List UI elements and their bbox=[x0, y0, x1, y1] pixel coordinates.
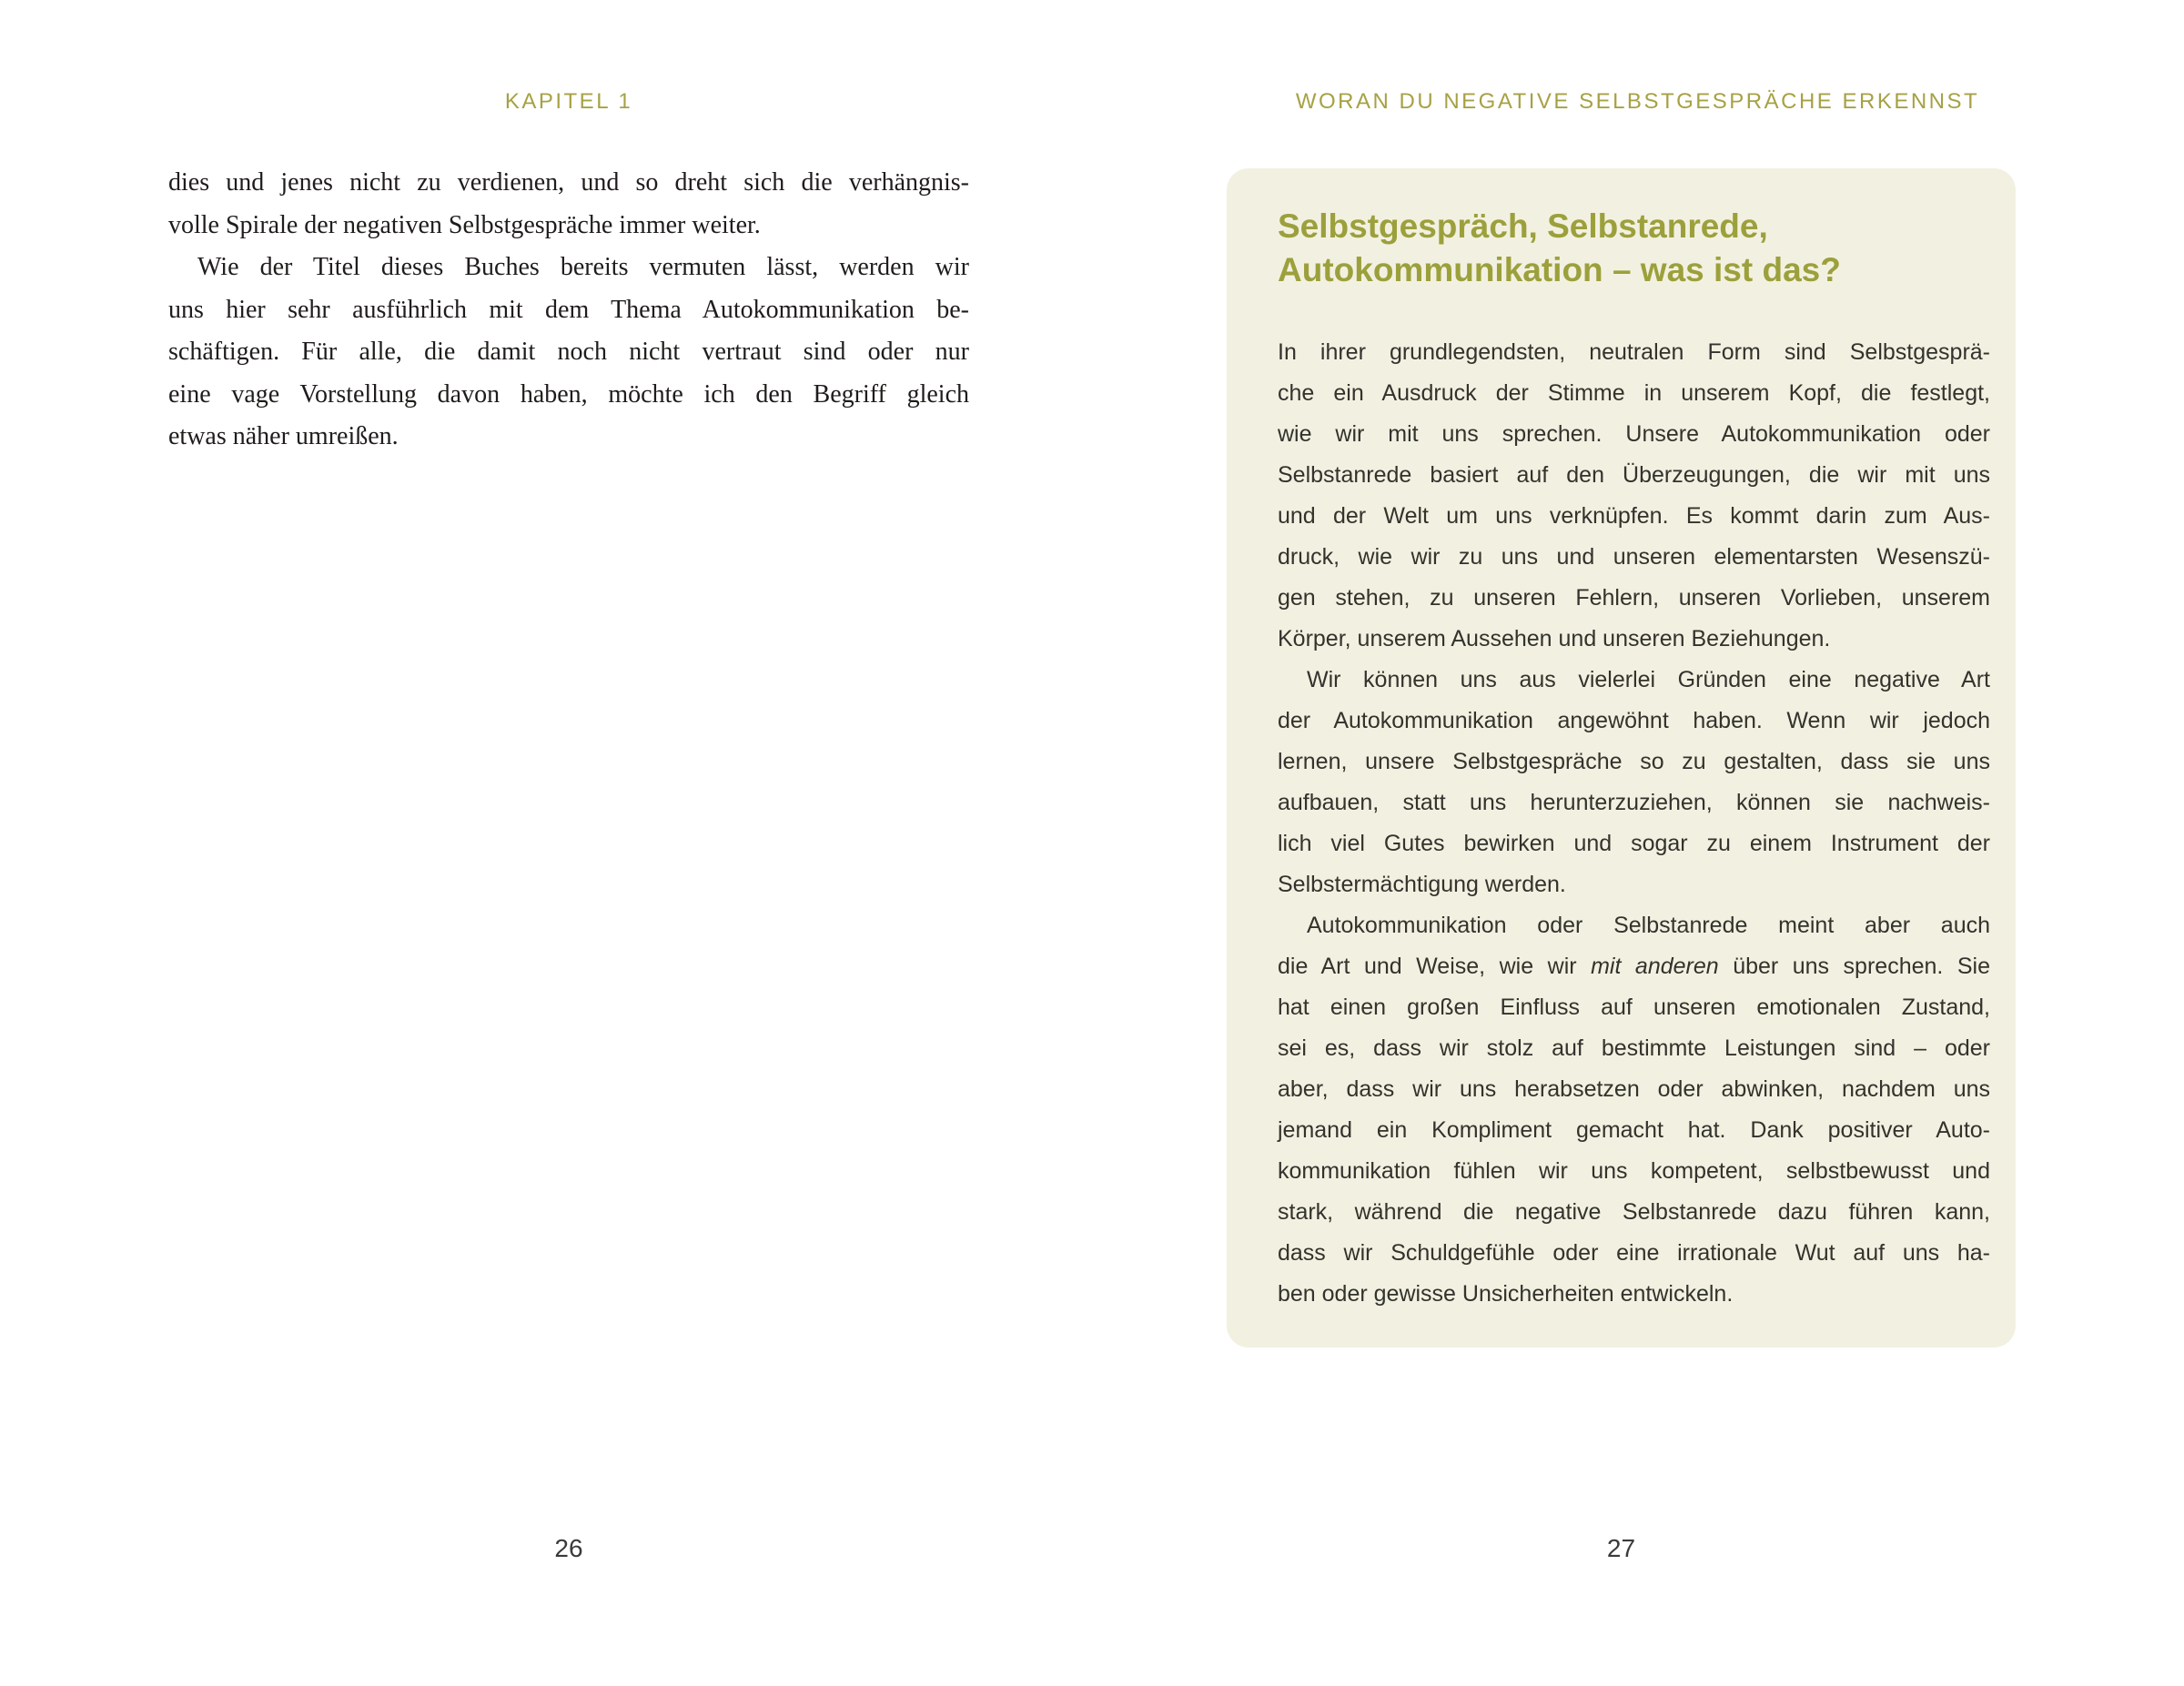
paragraph bbox=[1278, 905, 1990, 1315]
text-line: kommunikation fühlen wir uns kompetent, selbstbewusst und bbox=[1278, 1158, 1990, 1184]
text-line: Autokommunikation – was ist das? bbox=[1278, 251, 1841, 288]
callout-title bbox=[1278, 205, 1990, 292]
text-line: Selbstgespräch, Selbstanrede, bbox=[1278, 207, 1768, 245]
text-line: gen stehen, zu unseren Fehlern, unseren Vorlieben, unserem bbox=[1278, 585, 1990, 611]
paragraph bbox=[1278, 332, 1990, 660]
text-line: der Autokommunikation angewöhnt haben. Wenn wir jedoch bbox=[1278, 708, 1990, 733]
text-line: eine vage Vorstellung davon haben, möchte ich den Begriff gleich bbox=[168, 379, 969, 409]
text-line: Wir können uns aus vielerlei Gründen eine negative Art bbox=[1307, 667, 1990, 692]
text-line: Autokommunikation oder Selbstanrede meint aber auch bbox=[1307, 913, 1990, 938]
text-line: dies und jenes nicht zu verdienen, und so dreht sich die verhängnis- bbox=[168, 168, 969, 197]
right-page-number: 27 bbox=[1606, 1534, 1636, 1562]
text-line: aufbauen, statt uns herunterzuziehen, können sie nachweis- bbox=[1278, 790, 1990, 815]
text-line: Selbstermächtigung werden. bbox=[1278, 872, 1566, 897]
text-line: druck, wie wir zu uns und unseren elementarsten Wesenszü- bbox=[1278, 544, 1990, 570]
text-line: Selbstanrede basiert auf den Überzeugungen, die wir mit uns bbox=[1278, 462, 1990, 488]
text-line: Körper, unserem Aussehen und unseren Beziehungen. bbox=[1278, 626, 1831, 651]
text-line: und der Welt um uns verknüpfen. Es kommt darin zum Aus- bbox=[1278, 503, 1990, 529]
text-line: etwas näher umreißen. bbox=[168, 422, 399, 450]
text-line: In ihrer grundlegendsten, neutralen Form sind Selbstgesprä- bbox=[1278, 339, 1990, 365]
paragraph bbox=[168, 162, 969, 247]
text-line: wie wir mit uns sprechen. Unsere Autokommunikation oder bbox=[1278, 421, 1990, 447]
text-line: che ein Ausdruck der Stimme in unserem Kopf, die festlegt, bbox=[1278, 380, 1990, 406]
text-line: hat einen großen Einfluss auf unseren emotionalen Zustand, bbox=[1278, 994, 1990, 1020]
text-line: lich viel Gutes bewirken und sogar zu einem Instrument der bbox=[1278, 831, 1990, 856]
text-line: dass wir Schuldgefühle oder eine irrationale Wut auf uns ha- bbox=[1278, 1240, 1990, 1266]
text-line: schäftigen. Für alle, die damit noch nicht vertraut sind oder nur bbox=[168, 338, 969, 366]
callout-body-text bbox=[1278, 332, 1990, 1315]
left-page-number: 26 bbox=[554, 1534, 583, 1562]
text-line: lernen, unsere Selbstgespräche so zu gestalten, dass sie uns bbox=[1278, 749, 1990, 774]
text-line: aber, dass wir uns herabsetzen oder abwinken, nachdem uns bbox=[1278, 1076, 1990, 1102]
right-running-head: WORAN DU NEGATIVE SELBSTGESPRÄCHE ERKENNST bbox=[1295, 89, 1980, 114]
text-line: ben oder gewisse Unsicherheiten entwickeln. bbox=[1278, 1281, 1734, 1307]
paragraph bbox=[1278, 660, 1990, 905]
text-line: volle Spirale der negativen Selbstgespräche immer weiter. bbox=[168, 210, 761, 239]
text-line: die Art und Weise, wie wir mit anderen über uns sprechen. Sie bbox=[1278, 954, 1990, 979]
text-line: Wie der Titel dieses Buches bereits vermuten lässt, werden wir bbox=[197, 253, 969, 281]
text-line: uns hier sehr ausführlich mit dem Thema Autokommunikation be- bbox=[168, 295, 969, 324]
text-line: jemand ein Kompliment gemacht hat. Dank positiver Auto- bbox=[1278, 1117, 1990, 1143]
paragraph bbox=[168, 247, 969, 459]
left-body-text bbox=[168, 162, 969, 459]
text-line: sei es, dass wir stolz auf bestimmte Leistungen sind – oder bbox=[1278, 1035, 1990, 1061]
callout-box bbox=[1227, 168, 2016, 1348]
text-line: stark, während die negative Selbstanrede dazu führen kann, bbox=[1278, 1199, 1990, 1225]
left-running-head: KAPITEL 1 bbox=[504, 89, 633, 114]
